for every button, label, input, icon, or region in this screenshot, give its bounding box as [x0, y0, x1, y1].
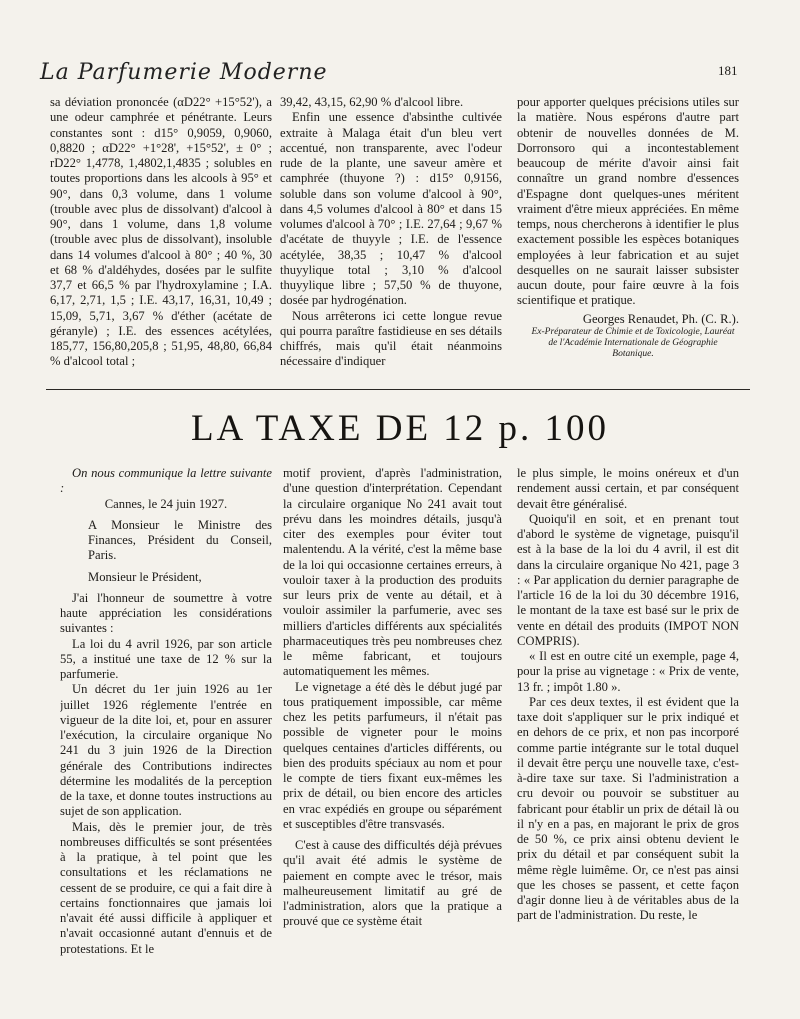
signature-name: Georges Renaudet, Ph. (C. R.). — [582, 311, 739, 326]
article-column-1 — [60, 466, 272, 1006]
paragraph: motif provient, d'après l'administration, d'une question d'interprétation. Cependant la circulaire organique No 241 avait tout prévu dans les moindres détails, jusqu'à citer des exemples pour éviter tout malentendu. A la vérité, c'est la même base de la loi qui occasionne certaines erreurs, à vouloir taxer à la production des produits sur leurs prix de vente au détail, et à vouloir assimiler la parfumerie, avec ses milliers d'articles différents aux spécialités pharmaceutiques très peu nombreuses chez le même fabricant, et toujours automatiquement les mêmes. — [283, 466, 502, 679]
paragraph: Le vignetage a été dès le début jugé par tous pratiquement impossible, car même chez les petits parfumeurs, il n'était pas possible de vigneter pour le moins quelques centaines d'articles différents, ou bien des produits spéciaux au nom et pour le compte de tiers fixant eux-mêmes les prix de détail, ou bien encore des articles en vrac expédiés en groupe ou séparément et susceptibles d'être transvasés. — [283, 679, 502, 831]
paragraph: le plus simple, le moins onéreux et d'un rendement aussi certain, et par conséquent devait être généralisé. — [517, 466, 739, 511]
paragraph: Par ces deux textes, il est évident que la taxe doit s'appliquer sur le prix indiqué et en dehors de ce prix, et non pas incorporé comme partie intégrante sur le total duquel il devait être perçu une nouvelle taxe, c'est-à-dire taxe sur taxe. Si l'administration a cru devoir ou pouvoir se substituer au fabricant pour établir un prix de détail là ou il n'y en a pas, en majorant le prix de gros de 50 %, ce prix ainsi obtenu devient le prix du détail et par conséquent subit la même règle luimême. Or, ce n'est pas ainsi que les choses se passent, et cette façon d'agir donne lieu à de véritables abus de la part de l'administration. Du reste, le — [517, 694, 739, 923]
top-article-column-2 — [280, 95, 502, 380]
address: A Monsieur le Ministre des Finances, Président du Conseil, Paris. — [88, 517, 272, 563]
article-column-2 — [283, 466, 502, 1006]
salutation: Monsieur le Président, — [88, 569, 202, 584]
paragraph: J'ai l'honneur de soumettre à votre haute appréciation les considérations suivantes : — [60, 590, 272, 636]
masthead-logo: La Parfumerie Moderne — [40, 60, 328, 85]
top-article-column-1 — [50, 95, 272, 380]
signature-role: Ex-Préparateur de Chimie et de Toxicologie, Lauréat de l'Académie Internationale de Géographie Botanique. — [531, 326, 735, 359]
top-article-column-3 — [517, 95, 739, 380]
paragraph: Quoiqu'il en soit, et en prenant tout d'abord le système de vignetage, puisqu'il est à la base de la loi du 4 avril, il est dit dans la circulaire organique No 421, page 3 : « Par application du dernier paragraphe de l'article 16 de la loi du 30 décembre 1916, le montant de la taxe est basé sur le prix de vente en détail des produits (IMPOT NON COMPRIS). — [517, 511, 739, 648]
paragraph: La loi du 4 avril 1926, par son article 55, a institué une taxe de 12 % sur la parfumerie. — [60, 636, 272, 681]
page-number: 181 — [718, 63, 738, 78]
paragraph: 39,42, 43,15, 62,90 % d'alcool libre. — [280, 95, 464, 109]
dateline: Cannes, le 24 juin 1927. — [104, 496, 228, 511]
paragraph: « Il est en outre cité un exemple, page 4, pour la prise au vignetage : « Prix de vente, 13 fr. ; impôt 1.80 ». — [517, 649, 739, 694]
paragraph: Un décret du 1er juin 1926 au 1er juillet 1926 réglemente l'entrée en vigueur de la dite loi, et, pour en assurer l'exécution, la circulaire organique No 241 du 3 juin 1926 de la Direction générale des Contributions indirectes détermine les modalités de la perception de la taxe, et donne toutes instructions au sujet de son application. — [60, 682, 272, 819]
paragraph: Enfin une essence d'absinthe cultivée extraite à Malaga était d'un bleu vert accentué, non transparente, avec l'odeur rude de la plante, une saveur amère et camphrée (thuyone ?) : d15° 0,9156, soluble dans son volume d'alcool à 90°, dans 4,5 volumes d'alcool à 80° et dans 15 volumes d'alcool à 70° ; I.E. 27,64 ; 9,67 % d'acétate de thuyyle ; I.E. de l'essence acétylée, 38,35 ; 10,47 % d'alcool thuyylique total ; 3,10 % d'alcool thuyylique libre ; 57,50 % de thuyone, dosée par hydrogénation. — [280, 110, 502, 308]
paragraph: Mais, dès le premier jour, de très nombreuses difficultés se sont présentées à la pratique, à tel point que les consultations et les réclamations ne cessent de se produire, ce qui a fait dire à certains fonctionnaires que jamais loi n'avait été aussi difficile à appliquer et n'avait occasionné autant d'ennuis et de protestations. Et le — [60, 819, 272, 956]
intro-line: On nous communique la lettre suivante : — [60, 466, 272, 496]
article-title: LA TAXE DE 12 p. 100 — [190, 408, 610, 449]
signature — [517, 312, 739, 360]
paragraph: sa déviation prononcée (αD22° +15°52'), a une odeur camphrée et pénétrante. Leurs constantes sont : d15° 0,9059, 0,9060, 0,8820 ; αD22° +1°28', +15°52', ± 0° ; rD22° 1,4778, 1,4802,1,4835 ; solubles en toutes proportions dans les alcools à 95° et 90°, dans 0,3 volume, dans 1 volume (trouble avec plus de dissolvant) d'alcool à 90°, dans 1 volume, dans 1,8 volume (trouble avec plus de dissolvant), insoluble dans 14 volumes d'alcool à 80° ; 40 %, 30 et 68 % d'aldéhydes, dosées par le sulfite 37,7 et 66,5 % par l'hydroxylamine ; I.A. 6,17, 2,71, 1,5 ; I.E. 43,17, 16,31, 10,49 ; 15,09, 5,71, 3,67 % d'éther (acétate de géranyle) ; I.E. des essences acétylées, 185,77, 156,80,205,8 ; 51,95, 48,80, 66,84 % d'alcool total ; — [50, 95, 272, 369]
paragraph: Nous arrêterons ici cette longue revue qui pourra paraître fastidieuse en ses détails chiffrés, mais qu'il était néanmoins nécessaire d'indiquer — [280, 308, 502, 369]
paragraph: C'est à cause des difficultés déjà prévues qu'il avait été admis le système de paiement en compte avec le trésor, mais malheureusement limitatif au gré de l'administration, alors que la pratique a prouvé que ce système était — [283, 838, 502, 929]
section-divider — [46, 389, 750, 390]
paragraph: pour apporter quelques précisions utiles sur la matière. Nous espérons d'autre part obtenir de nouvelles données de M. Dorronsoro qui a incontestablement beaucoup de mérite d'avoir ainsi fait connaître un grand nombre d'essences d'Espagne dont quelques-unes méritent vraiment d'être mieux appréciées. En même temps, nous chercherons à identifier le plus exactement possible les espèces botaniques employées à leur fabrication et au sujet desquelles on ne saurait laisser subsister aucun doute, pour faire œuvre à la fois scientifique et pratique. — [517, 95, 739, 308]
article-column-3 — [517, 466, 739, 1006]
